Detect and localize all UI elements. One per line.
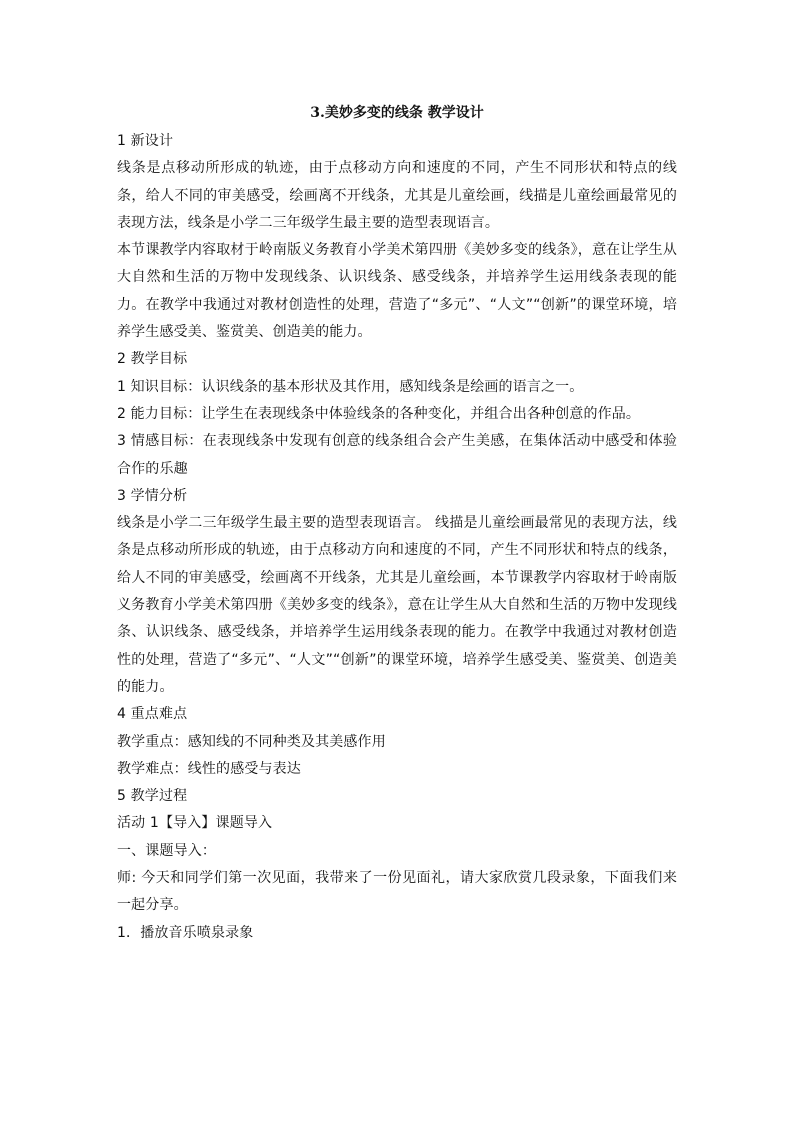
process-item-1: 1．播放音乐喷泉录象 (117, 924, 254, 941)
section-heading-key-points: 4 重点难点 (117, 706, 188, 723)
teacher-speech: 师: 今天和同学们第一次见面，我带来了一份见面礼，请大家欣赏几段录象，下面我们来一起分享。 (117, 870, 677, 914)
section-heading-design: 1 新设计 (117, 133, 174, 149)
document-body (117, 128, 677, 947)
activity-title: 活动 1【导入】课题导入 (117, 815, 273, 832)
document-title: 3.美妙多变的线条 教学设计 (310, 105, 484, 121)
key-point: 教学重点：感知线的不同种类及其美感作用 (117, 733, 386, 750)
section-heading-process: 5 教学过程 (117, 788, 188, 805)
paragraph-design-1: 线条是点移动所形成的轨迹，由于点移动方向和速度的不同，产生不同形状和特点的线条，给人不同的审美感受，绘画离不开线条，尤其是儿童绘画，线描是儿童绘画最常见的表现方法，线条是小学二三年级学生最主要的造型表现语言。 (117, 160, 677, 231)
section-heading-goals: 2 教学目标 (117, 351, 188, 368)
difficult-point: 教学难点：线性的感受与表达 (117, 760, 301, 777)
process-subheading: 一、课题导入： (117, 842, 217, 859)
goal-knowledge: 1 知识目标：认识线条的基本形状及其作用，感知线条是绘画的语言之一。 (117, 378, 584, 395)
paragraph-analysis: 线条是小学二三年级学生最主要的造型表现语言。 线描是儿童绘画最常见的表现方法，线条是点移动所形成的轨迹，由于点移动方向和速度的不同，产生不同形状和特点的线条，给人不同的审美感受，绘画离不开线条，尤其是儿童绘画，本节课教学内容取材于岭南版义务教育小学美术第四册《美妙多变的线条》，意在让学生从大自然和生活的万物中发现线条、认识线条、感受线条，并培养学生运用线条表现的能力。在教学中我通过对教材创造性的处理，营造了“多元”、“人文”“创新”的课堂环境，培养学生感受美、鉴赏美、创造美的能力。 (117, 515, 677, 695)
section-heading-analysis: 3 学情分析 (117, 487, 188, 504)
goal-emotion: 3 情感目标：在表现线条中发现有创意的线条组合会产生美感，在集体活动中感受和体验合作的乐趣 (117, 433, 677, 477)
paragraph-design-2: 本节课教学内容取材于岭南版义务教育小学美术第四册《美妙多变的线条》，意在让学生从大自然和生活的万物中发现线条、认识线条、感受线条，并培养学生运用线条表现的能力。在教学中我通过对教材创造性的处理，营造了“多元”、“人文”“创新”的课堂环境，培养学生感受美、鉴赏美、创造美的能力。 (117, 242, 677, 341)
goal-ability: 2 能力目标：让学生在表现线条中体验线条的各种变化，并组合出各种创意的作品。 (117, 405, 641, 422)
